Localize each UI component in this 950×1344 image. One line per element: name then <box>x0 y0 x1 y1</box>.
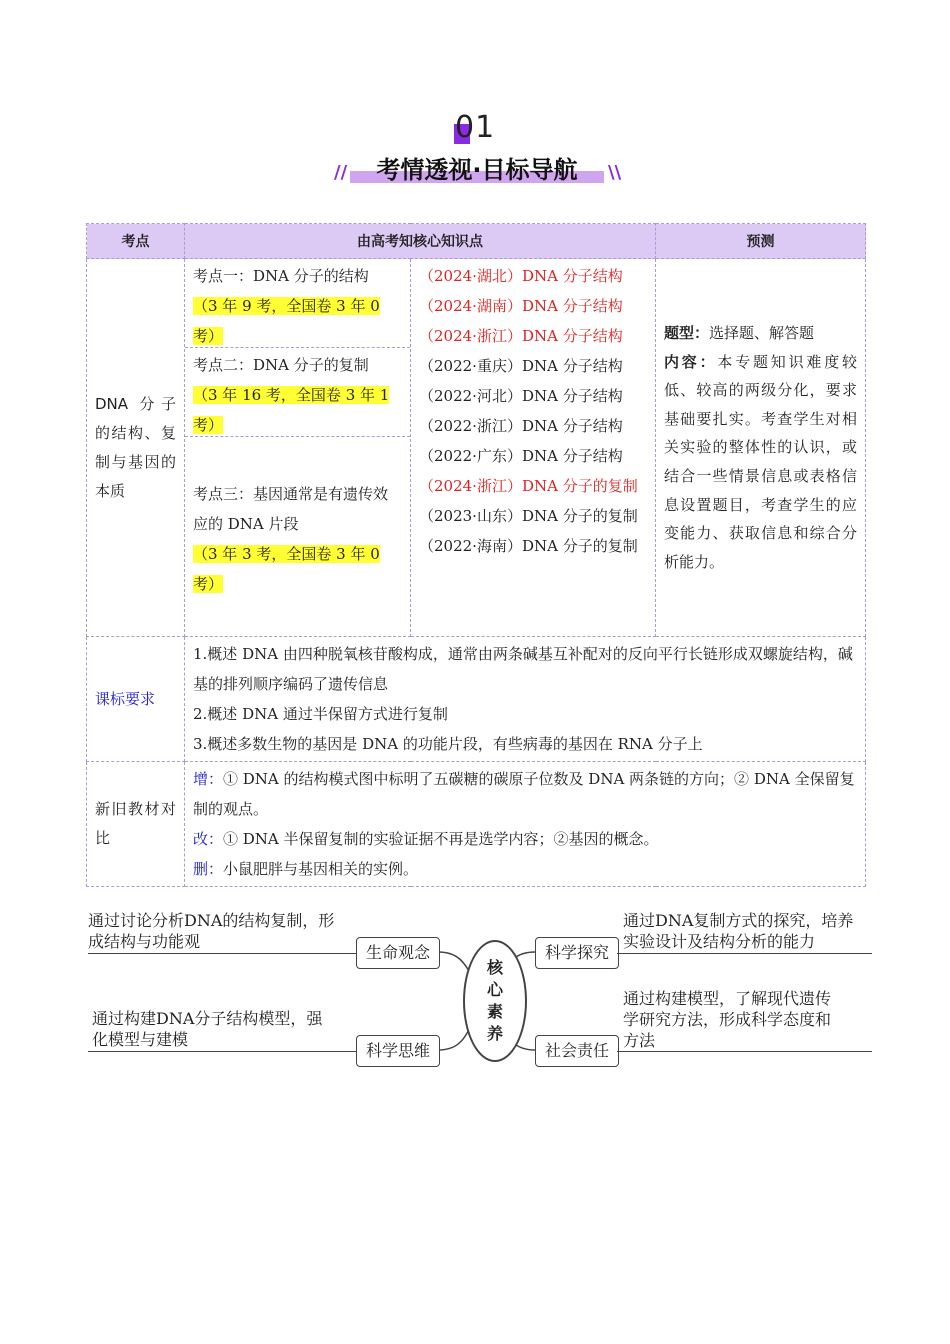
prediction-content-value: 本专题知识难度较低、较高的两级分化，要求基础要扎实。考查学生对相关实验的整体性的认识，或结合一些情景信息或表格信息设置题目，考查学生的应变能力、获取信息和综合分析能力。 <box>664 352 857 571</box>
core-literacy-center: 核 心 素 养 <box>463 940 527 1062</box>
curriculum-label-cell <box>87 637 185 762</box>
title-slash-left: // <box>334 162 348 183</box>
science-think-line <box>88 1051 356 1052</box>
knowledge-points-cell <box>185 259 411 637</box>
topic-cell <box>87 259 185 637</box>
title-slash-right: \\ <box>608 162 622 183</box>
science-think-box: 科学思维 <box>356 1035 440 1067</box>
social-line <box>617 1051 872 1052</box>
knowledge-point-1-name: 考点一：DNA 分子的结构 <box>193 267 369 285</box>
compare-content-cell <box>185 762 866 887</box>
knowledge-point-1 <box>185 259 410 348</box>
prediction-cell <box>656 259 866 637</box>
knowledge-point-2-name: 考点二：DNA 分子的复制 <box>193 356 369 374</box>
inquiry-line <box>617 953 872 954</box>
compare-tag-add: 增： <box>193 770 224 789</box>
exam-item: （2022·河北）DNA 分子结构 <box>419 387 623 405</box>
life-line <box>88 953 356 954</box>
exam-item: （2024·浙江）DNA 分子结构 <box>419 327 623 345</box>
social-responsibility-box: 社会责任 <box>535 1035 619 1067</box>
prediction-type-value: 选择题、解答题 <box>709 324 815 342</box>
knowledge-point-1-stat: （3 年 9 考，全国卷 3 年 0 考） <box>193 297 380 345</box>
section-number: 01 <box>455 110 496 145</box>
compare-tag-change: 改： <box>193 830 224 849</box>
exam-item: （2022·广东）DNA 分子结构 <box>419 447 623 465</box>
core-literacy-mindmap <box>86 900 876 1070</box>
table-header-row <box>87 224 866 259</box>
compare-item-delete <box>193 854 857 884</box>
exam-item: （2024·湖南）DNA 分子结构 <box>419 297 623 315</box>
life-text: 通过讨论分析DNA的结构复制，形 成结构与功能观 <box>88 911 335 951</box>
exam-item: （2023·山东）DNA 分子的复制 <box>419 507 638 525</box>
exam-item: （2024·浙江）DNA 分子的复制 <box>419 477 638 495</box>
compare-row <box>87 762 866 887</box>
compare-label: 新旧教材对比 <box>95 800 176 848</box>
knowledge-point-3 <box>185 437 410 599</box>
exam-item: （2022·重庆）DNA 分子结构 <box>419 357 623 375</box>
inquiry-box: 科学探究 <box>535 937 619 969</box>
prediction-type-label: 题型： <box>664 324 710 342</box>
knowledge-point-3-name: 考点三：基因通常是有遗传效应的 DNA 片段 <box>193 485 389 533</box>
section-title: 考情透视·目标导航 <box>376 156 578 184</box>
knowledge-point-2 <box>185 348 410 437</box>
compare-item-add <box>193 764 857 824</box>
curriculum-item-1: 1.概述 DNA 由四种脱氧核苷酸构成，通常由两条碱基互补配对的反向平行长链形成双螺旋结构，碱基的排列顺序编码了遗传信息 <box>193 645 853 694</box>
curriculum-item-3: 3.概述多数生物的基因是 DNA 的功能片段，有些病毒的基因在 RNA 分子上 <box>193 735 703 754</box>
curriculum-row <box>87 637 866 762</box>
compare-item-change <box>193 824 857 854</box>
prediction-content-label: 内容： <box>664 352 718 371</box>
header-prediction: 预测 <box>656 224 866 259</box>
prediction-text <box>656 259 865 636</box>
compare-label-cell <box>87 762 185 887</box>
exam-list <box>411 259 655 563</box>
life-concept-box: 生命观念 <box>356 937 440 969</box>
exam-item: （2024·湖北）DNA 分子结构 <box>419 267 623 285</box>
header-knowledge: 由高考知核心知识点 <box>185 224 656 259</box>
compare-tag-delete: 删： <box>193 860 224 879</box>
topic-row <box>87 259 866 637</box>
exam-item: （2022·浙江）DNA 分子结构 <box>419 417 623 435</box>
curriculum-label: 课标要求 <box>95 689 156 708</box>
compare-text-change: ① DNA 半保留复制的实验证据不再是选学内容；②基因的概念。 <box>223 830 659 849</box>
inquiry-text: 通过DNA复制方式的探究，培养 实验设计及结构分析的能力 <box>623 911 854 951</box>
exam-overview-table <box>86 223 866 887</box>
knowledge-point-2-stat: （3 年 16 考，全国卷 3 年 1 考） <box>193 386 390 434</box>
header-topic: 考点 <box>87 224 185 259</box>
social-text: 通过构建模型，了解现代遗传 学研究方法，形成科学态度和 方法 <box>623 989 832 1050</box>
curriculum-item-2: 2.概述 DNA 通过半保留方式进行复制 <box>193 705 448 724</box>
science-think-text: 通过构建DNA分子结构模型，强 化模型与建模 <box>92 1009 323 1049</box>
exam-items-cell <box>411 259 656 637</box>
compare-text-delete: 小鼠肥胖与基因相关的实例。 <box>223 860 419 879</box>
curriculum-content-cell <box>185 637 866 762</box>
exam-item: （2022·海南）DNA 分子的复制 <box>419 537 638 555</box>
compare-text-add: ① DNA 的结构模式图中标明了五碳糖的碳原子位数及 DNA 两条链的方向；② DNA 全保留复制的观点。 <box>193 770 855 819</box>
topic-name: DNA 分子的结构、复制与基因的本质 <box>95 394 176 500</box>
knowledge-point-3-stat: （3 年 3 考，全国卷 3 年 0 考） <box>193 545 380 593</box>
